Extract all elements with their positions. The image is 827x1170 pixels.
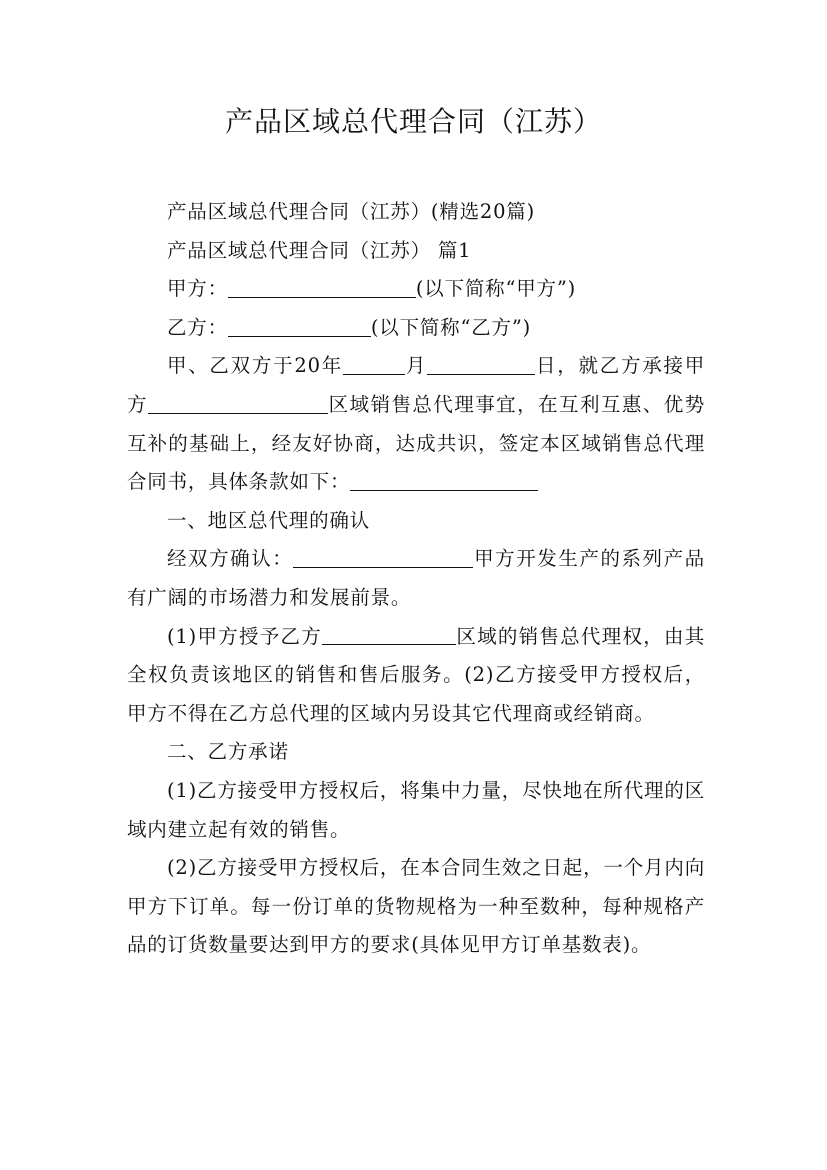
confirm-part-1: 经双方确认： <box>166 547 294 571</box>
section-heading <box>127 232 705 271</box>
item-1-1-part-1: (1)甲方授予乙方 <box>166 624 322 648</box>
party-b-suffix: (以下简称“乙方”) <box>370 315 532 339</box>
item-2-2-text: (2)乙方接受甲方授权后，在本合同生效之日起，一个月内向甲方下订单。每一份订单的货物规格为一种至数种，每种规格产品的订货数量要达到甲方的要求(具体见甲方订单基数表)。 <box>127 856 705 957</box>
confirm-part-2: 甲方开发生产的系列产品有广阔的市场潜力和发展前景。 <box>127 547 705 609</box>
party-a-line <box>127 270 705 309</box>
heading-2 <box>127 733 705 772</box>
item-1-1 <box>127 618 705 734</box>
party-b-label: 乙方： <box>166 315 228 339</box>
party-a-blank <box>228 278 416 299</box>
intro-day-blank <box>427 355 535 376</box>
intro-region-blank <box>148 393 328 414</box>
intro-part-1: 甲、乙双方于20年 <box>166 354 343 378</box>
party-a-label: 甲方： <box>166 277 228 301</box>
confirm-paragraph <box>127 540 705 617</box>
document-body <box>127 193 705 965</box>
item-2-2 <box>127 849 705 965</box>
party-b-line <box>127 309 705 348</box>
item-2-1 <box>127 772 705 849</box>
confirm-blank <box>293 548 473 569</box>
intro-part-2: 月 <box>404 354 428 378</box>
subtitle-text: 产品区域总代理合同（江苏）(精选20篇) <box>166 200 535 223</box>
intro-month-blank <box>343 355 405 376</box>
party-a-suffix: (以下简称“甲方”) <box>415 277 577 301</box>
section-heading-text: 产品区域总代理合同（江苏） 篇1 <box>166 238 472 262</box>
document-title: 产品区域总代理合同（江苏） <box>224 105 602 138</box>
intro-paragraph <box>127 347 705 501</box>
item-2-1-text: (1)乙方接受甲方授权后，将集中力量，尽快地在所代理的区域内建立起有效的销售。 <box>127 778 705 841</box>
intro-end-blank <box>350 471 538 492</box>
item-1-1-part-2: 区域的销售总代理权，由其全权负责该地区的销售和售后服务。(2)乙方接受甲方授权后，甲方不得在乙方总代理的区域内另设其它代理商或经销商。 <box>127 624 705 725</box>
item-1-1-blank <box>322 625 456 646</box>
heading-2-text: 二、乙方承诺 <box>166 740 289 764</box>
intro-part-4: 区域销售总代理事宜，在互利互惠、优势互补的基础上，经友好协商，达成共识，签定本区域销售总代理合同书，具体条款如下： <box>127 392 705 494</box>
heading-1-text: 一、地区总代理的确认 <box>166 508 370 532</box>
intro-part-3: 日，就乙方承接甲方 <box>127 354 705 416</box>
subtitle <box>127 193 705 232</box>
party-b-blank <box>228 316 371 337</box>
heading-1 <box>127 502 705 541</box>
